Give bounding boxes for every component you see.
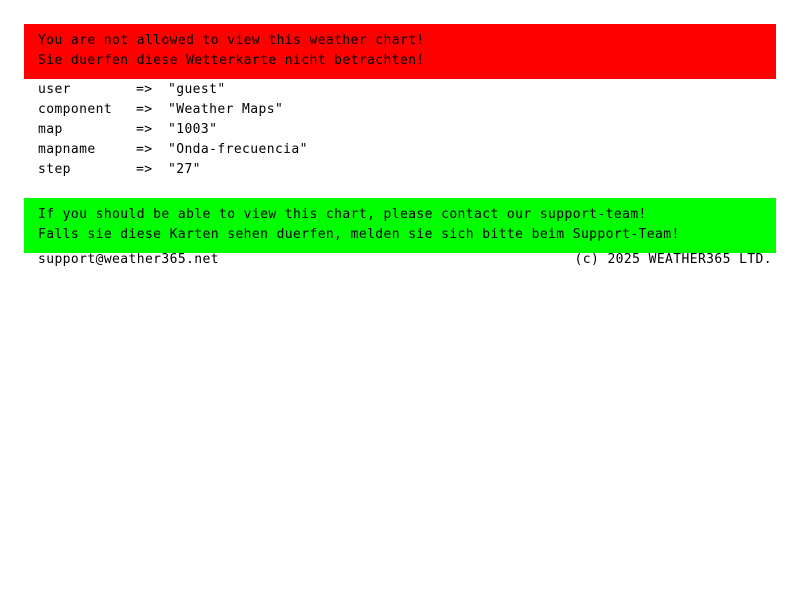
info-message-de: Falls sie diese Karten sehen duerfen, melden sie sich bitte beim Support-Team! bbox=[38, 227, 680, 242]
parameter-arrow: => bbox=[136, 122, 153, 137]
parameter-row bbox=[38, 80, 778, 100]
parameter-key: map bbox=[38, 122, 63, 137]
parameter-value: "1003" bbox=[168, 122, 218, 137]
footer bbox=[38, 250, 772, 270]
parameter-arrow: => bbox=[136, 162, 153, 177]
parameter-key: step bbox=[38, 162, 71, 177]
error-banner bbox=[24, 24, 776, 79]
parameter-key: component bbox=[38, 102, 113, 117]
parameter-list bbox=[38, 80, 778, 180]
parameter-row bbox=[38, 100, 778, 120]
parameter-key: user bbox=[38, 82, 71, 97]
info-banner bbox=[24, 198, 776, 253]
parameter-arrow: => bbox=[136, 102, 153, 117]
parameter-key: mapname bbox=[38, 142, 96, 157]
parameter-value: "guest" bbox=[168, 82, 226, 97]
parameter-value: "27" bbox=[168, 162, 201, 177]
parameter-row bbox=[38, 120, 778, 140]
copyright-text: (c) 2025 WEATHER365 LTD. bbox=[574, 252, 772, 267]
parameter-arrow: => bbox=[136, 82, 153, 97]
error-message-en: You are not allowed to view this weather chart! bbox=[38, 33, 425, 48]
parameter-value: "Onda-frecuencia" bbox=[168, 142, 308, 157]
parameter-arrow: => bbox=[136, 142, 153, 157]
error-message-de: Sie duerfen diese Wetterkarte nicht betrachten! bbox=[38, 53, 425, 68]
parameter-row bbox=[38, 140, 778, 160]
support-email-link[interactable]: support@weather365.net bbox=[38, 252, 219, 267]
parameter-row bbox=[38, 160, 778, 180]
info-message-en: If you should be able to view this chart, please contact our support-team! bbox=[38, 207, 647, 222]
parameter-value: "Weather Maps" bbox=[168, 102, 284, 117]
